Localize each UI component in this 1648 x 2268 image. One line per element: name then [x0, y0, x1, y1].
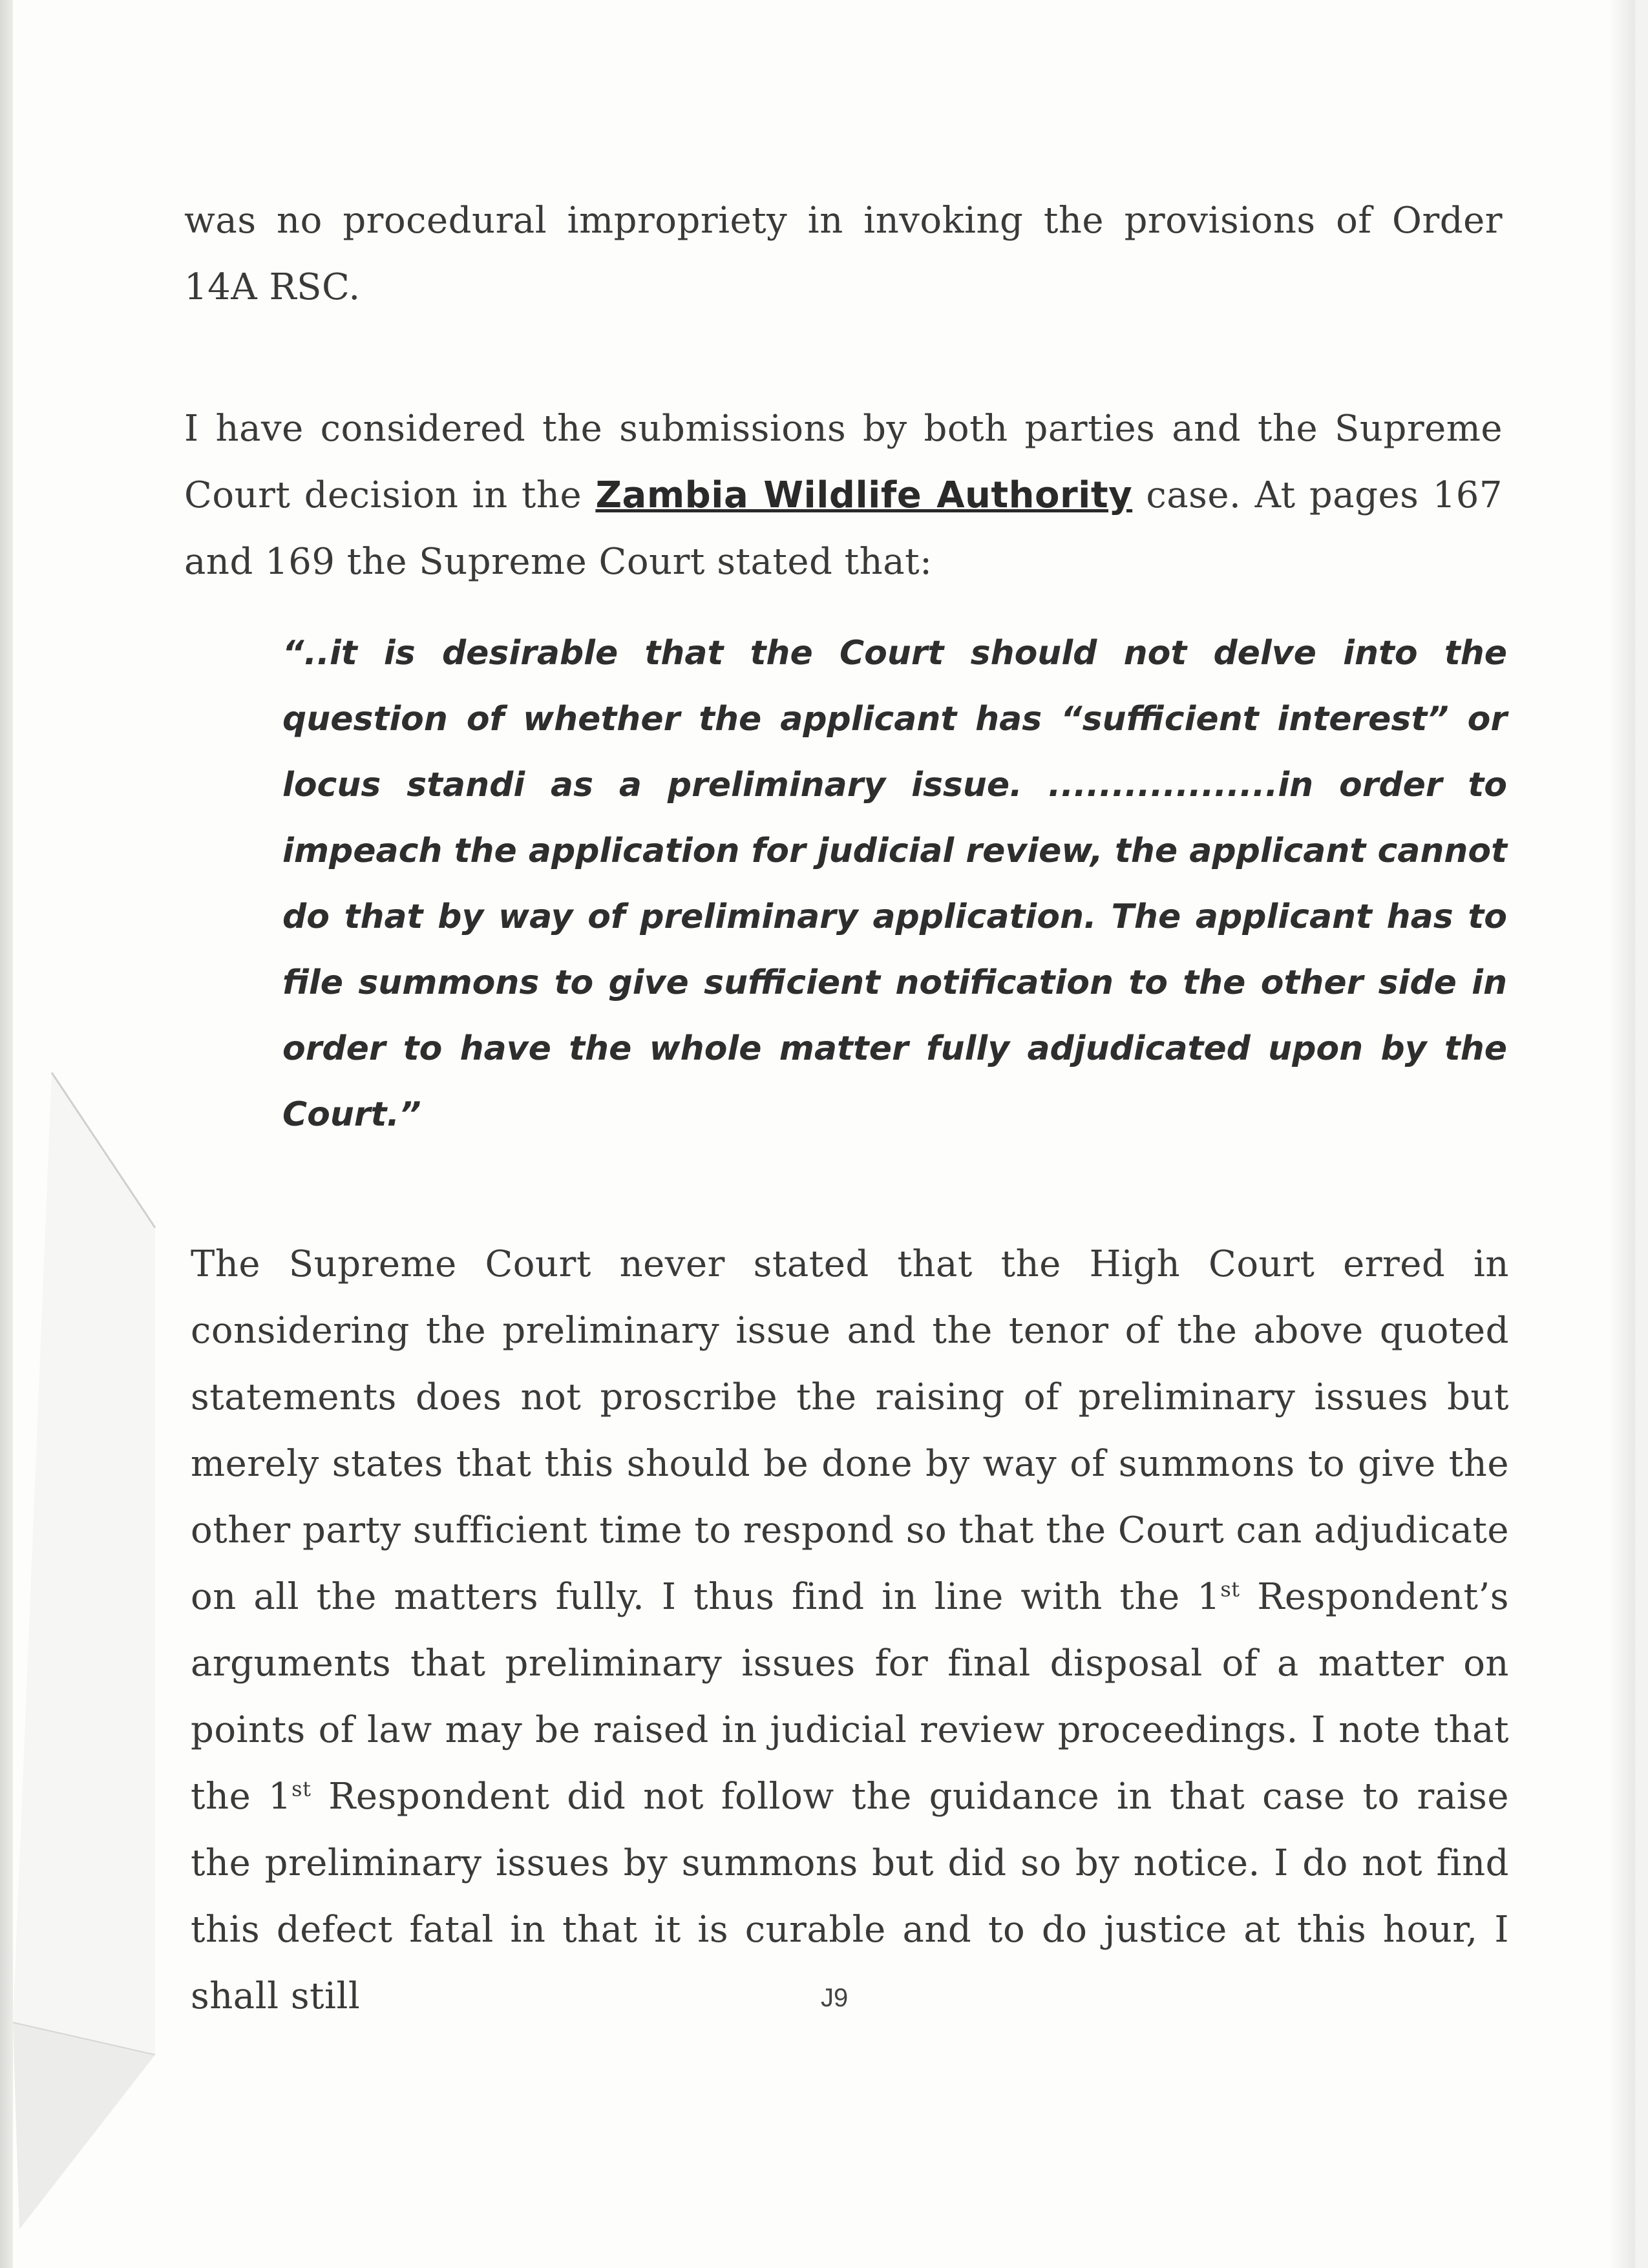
page-number: J9: [821, 1984, 849, 2012]
paragraph-1: was no procedural impropriety in invoking the provisions of Order 14A RSC.: [184, 200, 1503, 308]
case-name: Zambia Wildlife Authority: [595, 474, 1133, 516]
ordinal-suffix: st: [1220, 1577, 1240, 1602]
paragraph-2: [184, 395, 1503, 595]
quoted-passage: “..it is desirable that the Court should not delve into the question of whether the applicant has “sufficient interest” or locus standi as a preliminary issue. ..................in order to impeach the application for judicial review, the applicant cannot do that by way of preliminary application. The applicant has to file summons to give sufficient notification to the other side in order to have the whole matter fully adjudicated upon by the Court.”: [282, 634, 1507, 1134]
left-fold-shadow: [13, 1073, 155, 2055]
paragraph-4-text-b: Respondent’s arguments that preliminary issues for final disposal of a matter on points of law may be raised in judicial review proceedings. I note that the 1: [191, 1576, 1510, 1818]
bottom-corner-fold: [13, 2022, 155, 2229]
paragraph-2-text-b: case. At pages 167 and 169 the Supreme Court stated that:: [184, 474, 1503, 583]
paragraph-4-text-a: The Supreme Court never stated that the High Court erred in considering the preliminary issue and the tenor of the above quoted statements does not proscribe the raising of preliminary issues but merely states that this should be done by way of summons to give the other party sufficient time to respond so that the Court can adjudicate on all the matters fully. I thus find in line with the 1: [191, 1243, 1509, 1618]
paragraph-2-text-a: I have considered the submissions by both parties and the Supreme Court decision in the: [184, 408, 1503, 516]
paragraph-4: [191, 1231, 1509, 2030]
paragraph-4-text-c: Respondent did not follow the guidance in that case to raise the preliminary issues by summons but did so by notice. I do not find this defect fatal in that it is curable and to do justice at this hour, I shall still: [191, 1776, 1509, 2017]
ordinal-suffix: st: [291, 1776, 312, 1801]
